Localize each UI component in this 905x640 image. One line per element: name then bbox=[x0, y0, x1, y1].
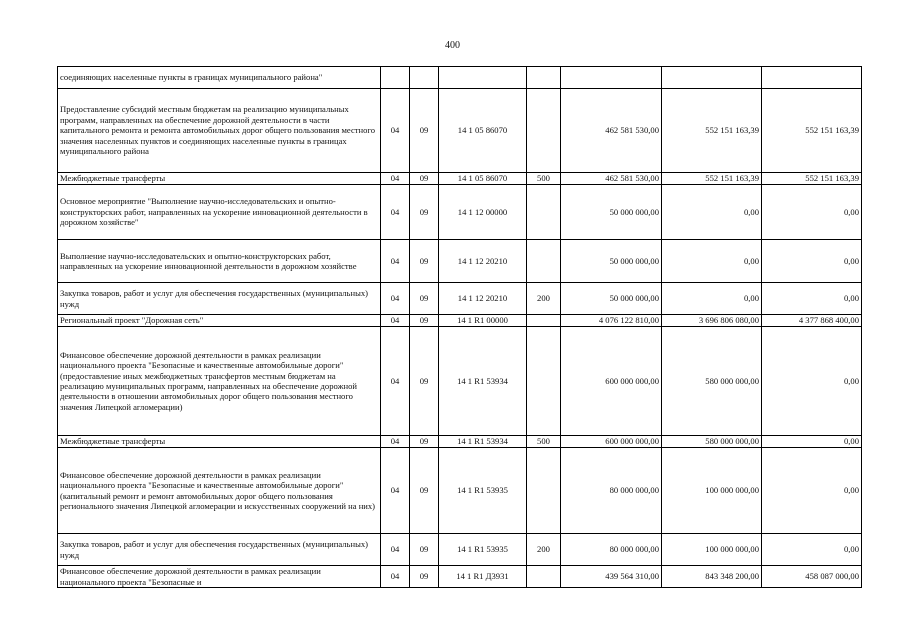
section-code-cell: 04 bbox=[381, 327, 410, 436]
target-article-cell: 14 1 12 20210 bbox=[439, 240, 527, 283]
amount-year-1-cell: 462 581 530,00 bbox=[561, 89, 662, 173]
section-code-cell bbox=[381, 67, 410, 89]
amount-year-3-cell: 0,00 bbox=[762, 283, 862, 315]
section-code-cell: 04 bbox=[381, 534, 410, 566]
target-article-cell: 14 1 R1 53935 bbox=[439, 534, 527, 566]
amount-year-1-cell: 80 000 000,00 bbox=[561, 448, 662, 534]
amount-year-3-cell: 552 151 163,39 bbox=[762, 173, 862, 185]
target-article-cell: 14 1 05 86070 bbox=[439, 173, 527, 185]
expense-type-cell: 500 bbox=[527, 436, 561, 448]
amount-year-2-cell: 100 000 000,00 bbox=[662, 448, 762, 534]
table-row bbox=[58, 67, 862, 89]
expense-type-cell: 200 bbox=[527, 534, 561, 566]
expense-type-cell bbox=[527, 448, 561, 534]
target-article-cell: 14 1 12 20210 bbox=[439, 283, 527, 315]
amount-year-1-cell: 50 000 000,00 bbox=[561, 240, 662, 283]
subsection-code-cell: 09 bbox=[410, 185, 439, 240]
expense-type-cell bbox=[527, 315, 561, 327]
subsection-code-cell: 09 bbox=[410, 315, 439, 327]
section-code-cell: 04 bbox=[381, 283, 410, 315]
section-code-cell: 04 bbox=[381, 448, 410, 534]
target-article-cell: 14 1 12 00000 bbox=[439, 185, 527, 240]
target-article-cell: 14 1 05 86070 bbox=[439, 89, 527, 173]
subsection-code-cell: 09 bbox=[410, 436, 439, 448]
table-row bbox=[58, 448, 862, 534]
expense-type-cell bbox=[527, 89, 561, 173]
section-code-cell: 04 bbox=[381, 89, 410, 173]
table-row bbox=[58, 173, 862, 185]
budget-table bbox=[57, 66, 862, 588]
row-name-cell: Выполнение научно-исследовательских и опытно-конструкторских работ, направленных на ускорение инновационной деятельности в дорожном хозяйстве bbox=[58, 240, 381, 283]
target-article-cell bbox=[439, 67, 527, 89]
table-row bbox=[58, 534, 862, 566]
row-name-cell: Финансовое обеспечение дорожной деятельности в рамках реализации национального проекта "Безопасные и качественные автомобильные дороги" (капитальный ремонт и ремонт автомобильных дорог общего пользования регионального значения Липецкой агломерации и искусственных сооружений на них) bbox=[58, 448, 381, 534]
section-code-cell: 04 bbox=[381, 566, 410, 588]
amount-year-2-cell: 552 151 163,39 bbox=[662, 89, 762, 173]
subsection-code-cell: 09 bbox=[410, 566, 439, 588]
amount-year-3-cell: 0,00 bbox=[762, 448, 862, 534]
table-row bbox=[58, 327, 862, 436]
subsection-code-cell bbox=[410, 67, 439, 89]
subsection-code-cell: 09 bbox=[410, 283, 439, 315]
table-row bbox=[58, 283, 862, 315]
table-row bbox=[58, 89, 862, 173]
row-name-cell: Предоставление субсидий местным бюджетам на реализацию муниципальных программ, направленных на обеспечение дорожной деятельности в части капитального ремонта и ремонта автомобильных дорог общего пользования местного значения населенных пунктов и соединяющих населенные пункты в границах муниципального района bbox=[58, 89, 381, 173]
amount-year-2-cell: 100 000 000,00 bbox=[662, 534, 762, 566]
subsection-code-cell: 09 bbox=[410, 448, 439, 534]
expense-type-cell bbox=[527, 566, 561, 588]
amount-year-1-cell: 462 581 530,00 bbox=[561, 173, 662, 185]
amount-year-2-cell: 0,00 bbox=[662, 283, 762, 315]
amount-year-2-cell: 580 000 000,00 bbox=[662, 436, 762, 448]
section-code-cell: 04 bbox=[381, 240, 410, 283]
subsection-code-cell: 09 bbox=[410, 534, 439, 566]
expense-type-cell: 200 bbox=[527, 283, 561, 315]
subsection-code-cell: 09 bbox=[410, 327, 439, 436]
row-name-cell: Финансовое обеспечение дорожной деятельности в рамках реализации национального проекта "Безопасные и bbox=[58, 566, 381, 588]
amount-year-2-cell bbox=[662, 67, 762, 89]
table-row bbox=[58, 436, 862, 448]
target-article-cell: 14 1 R1 00000 bbox=[439, 315, 527, 327]
amount-year-1-cell: 50 000 000,00 bbox=[561, 185, 662, 240]
row-name-cell: Межбюджетные трансферты bbox=[58, 173, 381, 185]
amount-year-2-cell: 3 696 806 080,00 bbox=[662, 315, 762, 327]
section-code-cell: 04 bbox=[381, 436, 410, 448]
amount-year-3-cell: 552 151 163,39 bbox=[762, 89, 862, 173]
table-row bbox=[58, 315, 862, 327]
row-name-cell: Основное мероприятие "Выполнение научно-исследовательских и опытно-конструкторских работ, направленных на ускорение инновационной деятельности в дорожном хозяйстве" bbox=[58, 185, 381, 240]
amount-year-3-cell: 0,00 bbox=[762, 185, 862, 240]
row-name-cell: Региональный проект "Дорожная сеть" bbox=[58, 315, 381, 327]
target-article-cell: 14 1 R1 53934 bbox=[439, 327, 527, 436]
section-code-cell: 04 bbox=[381, 315, 410, 327]
amount-year-3-cell: 4 377 868 400,00 bbox=[762, 315, 862, 327]
section-code-cell: 04 bbox=[381, 173, 410, 185]
amount-year-1-cell: 4 076 122 810,00 bbox=[561, 315, 662, 327]
row-name-cell: Закупка товаров, работ и услуг для обеспечения государственных (муниципальных) нужд bbox=[58, 283, 381, 315]
table-row bbox=[58, 566, 862, 588]
amount-year-3-cell: 0,00 bbox=[762, 534, 862, 566]
amount-year-2-cell: 580 000 000,00 bbox=[662, 327, 762, 436]
amount-year-2-cell: 0,00 bbox=[662, 185, 762, 240]
amount-year-1-cell: 600 000 000,00 bbox=[561, 436, 662, 448]
expense-type-cell bbox=[527, 185, 561, 240]
expense-type-cell bbox=[527, 67, 561, 89]
amount-year-2-cell: 552 151 163,39 bbox=[662, 173, 762, 185]
row-name-cell: соединяющих населенные пункты в границах муниципального района" bbox=[58, 67, 381, 89]
amount-year-1-cell: 439 564 310,00 bbox=[561, 566, 662, 588]
amount-year-3-cell: 0,00 bbox=[762, 327, 862, 436]
amount-year-3-cell: 0,00 bbox=[762, 240, 862, 283]
amount-year-3-cell: 458 087 000,00 bbox=[762, 566, 862, 588]
amount-year-3-cell: 0,00 bbox=[762, 436, 862, 448]
expense-type-cell bbox=[527, 327, 561, 436]
target-article-cell: 14 1 R1 Д3931 bbox=[439, 566, 527, 588]
subsection-code-cell: 09 bbox=[410, 89, 439, 173]
page-number: 400 bbox=[445, 40, 460, 51]
subsection-code-cell: 09 bbox=[410, 173, 439, 185]
subsection-code-cell: 09 bbox=[410, 240, 439, 283]
row-name-cell: Закупка товаров, работ и услуг для обеспечения государственных (муниципальных) нужд bbox=[58, 534, 381, 566]
expense-type-cell bbox=[527, 240, 561, 283]
row-name-cell: Финансовое обеспечение дорожной деятельности в рамках реализации национального проекта "Безопасные и качественные автомобильные дороги" (предоставление иных межбюджетных трансфертов местным бюджетам на реализацию муниципальных программ, направленных на обеспечение дорожной деятельности в отношении автомобильных дорог общего пользования местного значения Липецкой агломерации) bbox=[58, 327, 381, 436]
table-row bbox=[58, 185, 862, 240]
table-row bbox=[58, 240, 862, 283]
target-article-cell: 14 1 R1 53935 bbox=[439, 448, 527, 534]
amount-year-2-cell: 843 348 200,00 bbox=[662, 566, 762, 588]
amount-year-3-cell bbox=[762, 67, 862, 89]
expense-type-cell: 500 bbox=[527, 173, 561, 185]
amount-year-1-cell bbox=[561, 67, 662, 89]
section-code-cell: 04 bbox=[381, 185, 410, 240]
amount-year-1-cell: 50 000 000,00 bbox=[561, 283, 662, 315]
amount-year-2-cell: 0,00 bbox=[662, 240, 762, 283]
amount-year-1-cell: 80 000 000,00 bbox=[561, 534, 662, 566]
row-name-cell: Межбюджетные трансферты bbox=[58, 436, 381, 448]
target-article-cell: 14 1 R1 53934 bbox=[439, 436, 527, 448]
amount-year-1-cell: 600 000 000,00 bbox=[561, 327, 662, 436]
